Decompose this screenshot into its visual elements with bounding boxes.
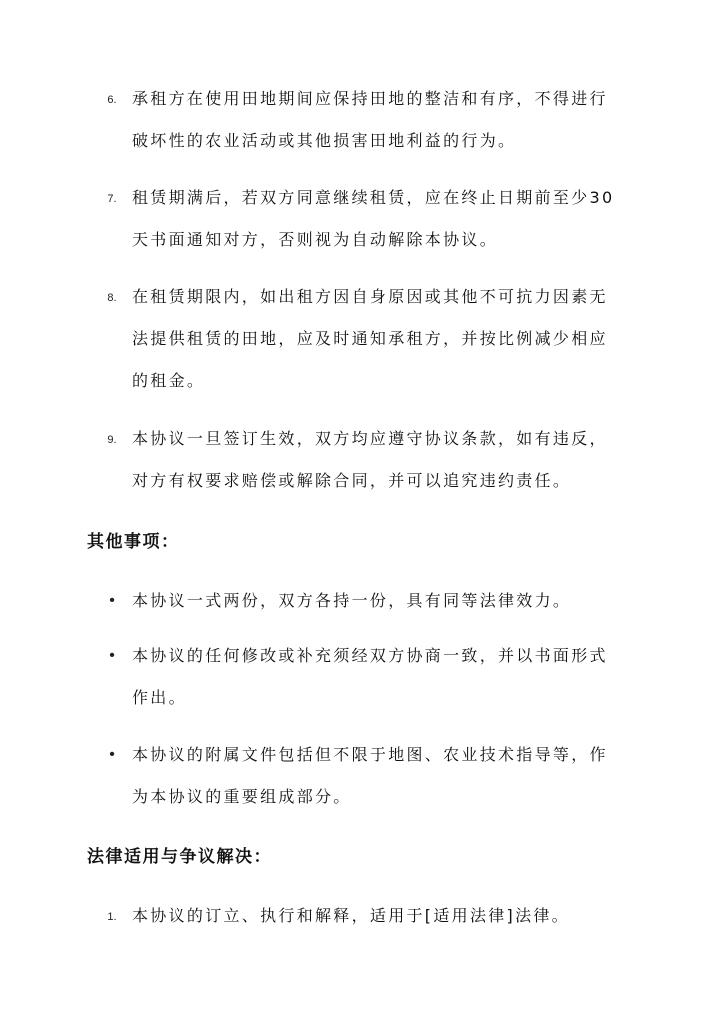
item-text-line: 本协议的任何修改或补充须经双方协商一致，并以书面形式 — [132, 646, 608, 665]
clause-text-line: 对方有权要求赔偿或解除合同，并可以追究违约责任。 — [132, 471, 572, 490]
bullet-marker: • — [109, 592, 115, 609]
item-text-line: 本协议的订立、执行和解释，适用于[适用法律]法律。 — [132, 906, 570, 925]
item-text-line: 本协议一式两份，双方各持一份，具有同等法律效力。 — [132, 591, 572, 610]
section-heading-law: 法律适用与争议解决： — [87, 847, 272, 867]
clause-text-line: 破坏性的农业活动或其他损害田地利益的行为。 — [132, 131, 517, 150]
bullet-marker: • — [109, 746, 115, 763]
bullet-marker: • — [109, 647, 115, 664]
clause-text-line: 法提供租赁的田地，应及时通知承租方，并按比例减少相应 — [132, 329, 608, 348]
item-text-line: 作出。 — [132, 688, 187, 707]
list-marker: 8. — [107, 292, 117, 304]
clause-text-line: 租赁期满后，若双方同意继续租赁，应在终止日期前至少30 — [132, 188, 615, 207]
list-marker: 1. — [107, 911, 117, 923]
list-marker: 9. — [107, 434, 117, 446]
clause-text-line: 本协议一旦签订生效，双方均应遵守协议条款，如有违反， — [132, 429, 608, 448]
clause-text-line: 天书面通知对方，否则视为自动解除本协议。 — [132, 230, 499, 249]
item-text-line: 为本协议的重要组成部分。 — [132, 787, 352, 806]
clause-text-line: 承租方在使用田地期间应保持田地的整洁和有序，不得进行 — [132, 89, 608, 108]
section-heading-other: 其他事项： — [87, 532, 180, 552]
list-marker: 7. — [107, 193, 117, 205]
clause-text-line: 的租金。 — [132, 371, 206, 390]
list-marker: 6. — [107, 94, 117, 106]
clause-text-line: 在租赁期限内，如出租方因自身原因或其他不可抗力因素无 — [132, 287, 608, 306]
item-text-line: 本协议的附属文件包括但不限于地图、农业技术指导等，作 — [132, 745, 608, 764]
